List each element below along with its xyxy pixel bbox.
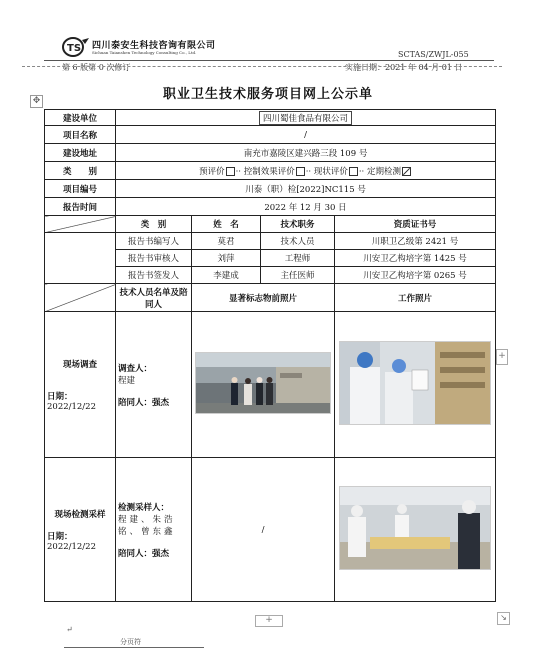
diagonal-cell [45,216,116,233]
row-address [45,144,496,162]
survey-staff-cell [116,312,192,458]
col-cert-header: 资质证书号 [335,216,496,233]
sampler-names: 程建、朱浩铭、曾东鑫 [118,514,176,537]
staff-name: 莫君 [192,233,261,250]
company-name-en: Sichuan Taianshen Technology Consulting Co., Ltd. [92,50,197,55]
project-name-value: / [116,126,496,144]
survey-date-label: 日期： [47,391,73,402]
sampler-label: 检测采样人： [118,502,170,513]
staff-type: 报告书签发人 [116,267,192,284]
staff-name: 李建成 [192,267,261,284]
staff-name: 刘萍 [192,250,261,267]
landmark-photo-image [195,352,331,414]
survey-landmark-photo-cell [192,312,335,458]
option-control-effect[interactable]: 控制效果评价 [244,167,306,177]
sampling-title: 现场检测采样 [54,509,106,520]
project-name-label: 项目名称 [45,126,116,144]
address-label: 建设地址 [45,144,116,162]
svg-text:TS: TS [67,43,82,54]
unit-value [116,110,496,126]
row-unit [45,110,496,126]
accompany-label: 陪同人： [118,397,153,408]
staff-cert: 川职卫乙级第 2421 号 [335,233,496,250]
report-time-label: 报告时间 [45,198,116,216]
survey-date: 2022/12/22 [47,401,96,412]
accompany-name: 强杰 [152,397,170,408]
col-type-header: 类 别 [116,216,192,233]
add-row-button[interactable]: + [255,615,283,627]
checkbox-control-effect[interactable] [296,167,305,176]
project-no-value: 川泰（职）检[2022]NC115 号 [116,180,496,198]
page-title: 职业卫生技术服务项目网上公示单 [162,87,373,102]
unit-value-text: 四川蜀佳食品有限公司 [259,111,352,125]
staff-cert: 川安卫乙构培字第 0265 号 [335,267,496,284]
row-project-name [45,126,496,144]
company-logo-icon [62,36,90,58]
work-photo-header: 工作照片 [335,284,496,312]
col-position-header: 技术职务 [261,216,335,233]
category-label: 类 别 [45,162,116,180]
header-divider-dashed [22,66,502,67]
staff-type: 报告书编写人 [116,233,192,250]
staff-list-header: 技术人员名单及陪同人 [116,284,192,312]
unit-label: 建设单位 [45,110,116,126]
option-pre-evaluation[interactable]: 预评价 [199,167,236,177]
row-project-no [45,180,496,198]
address-value: 南充市嘉陵区建兴路三段 109 号 [116,144,496,162]
staff-cert: 川安卫乙构培字第 1425 号 [335,250,496,267]
checkbox-periodic-detection[interactable] [402,167,411,176]
staff-blank-cell [45,233,116,284]
staff-header-row [45,216,496,233]
project-no-label: 项目编号 [45,180,116,198]
staff-position: 主任医师 [261,267,335,284]
document-number: SCTAS/ZWJL-055 [398,50,469,59]
accompany-name: 强杰 [152,548,170,559]
work-photo-image [339,341,491,425]
staff-type: 报告书审核人 [116,250,192,267]
sampling-staff-cell [116,458,192,602]
accompany-label: 陪同人： [118,548,153,559]
col-name-header: 姓 名 [192,216,261,233]
staff-position: 技术人员 [261,233,335,250]
category-options: 预评价 ·· 控制效果评价 ·· 现状评价 ·· 定期检测 [116,162,496,180]
add-column-button[interactable]: + [496,349,508,365]
edition-info: 第 6 版第 0 次修订 [62,63,131,72]
staff-position: 工程师 [261,250,335,267]
page-break-marker [64,637,204,648]
publicity-table [44,109,496,602]
checkbox-pre-evaluation[interactable] [226,167,235,176]
sampling-work-photo-cell [335,458,496,602]
sampling-cell [45,458,116,602]
sampling-date: 2022/12/22 [47,541,96,552]
table-resize-handle-icon[interactable]: ↘ [497,612,510,625]
option-status-evaluation[interactable]: 现状评价 [314,167,359,177]
survey-work-photo-cell [335,312,496,458]
sampling-row [45,458,496,602]
report-time-value: 2022 年 12 月 30 日 [116,198,496,216]
row-report-time [45,198,496,216]
landmark-photo-header: 显著标志物前照片 [192,284,335,312]
investigator-label: 调查人： [118,363,153,374]
survey-row [45,312,496,458]
implementation-date: 实施日期：2021 年 04 月 01 日 [345,63,463,72]
survey-title: 现场调查 [62,359,97,370]
table-move-handle-icon[interactable]: ✥ [30,95,43,108]
company-name: 四川泰安生科技咨询有限公司 [92,41,216,51]
sampling-landmark-photo-cell: / [192,458,335,602]
sampling-photo-image [339,486,491,570]
option-periodic-detection[interactable]: 定期检测 [367,167,412,177]
survey-cell [45,312,116,458]
checkbox-status-evaluation[interactable] [349,167,358,176]
investigator-name: 程建 [118,375,136,386]
diagonal-cell [45,284,116,312]
staff-row [45,233,496,250]
page-break-label: 分页符 [120,638,141,646]
row-category [45,162,496,180]
paragraph-mark-icon: ↵ [66,625,73,634]
photo-header-row [45,284,496,312]
sampling-date-label: 日期： [47,531,73,542]
header-divider [44,60,494,61]
